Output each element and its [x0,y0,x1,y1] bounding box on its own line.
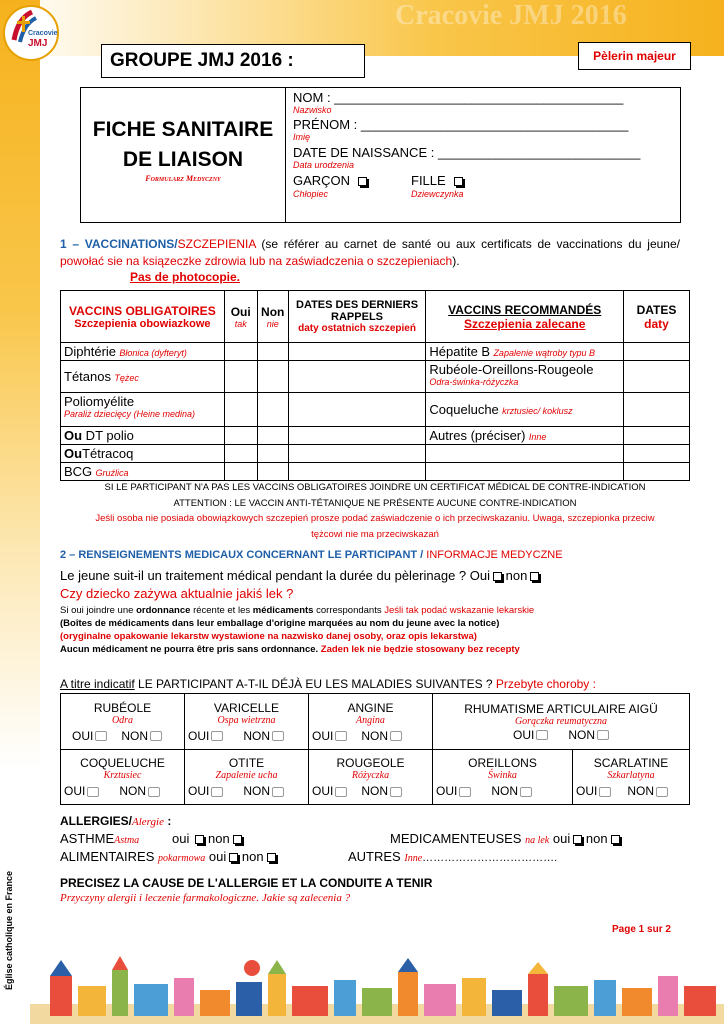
dates2-header-pl: daty [644,316,669,331]
fille-checkbox[interactable] [454,177,463,186]
non-checkbox[interactable] [272,787,284,797]
oui-cell[interactable] [224,343,257,361]
treatment-non-checkbox[interactable] [530,572,539,581]
rec-date-cell[interactable] [624,361,690,393]
treatment-question-pl: Czy dziecko zażywa aktualnie jakiś lek ? [60,586,294,601]
watermark: Cracovie JMJ 2016 [395,0,627,31]
garcon-pl: Chłopiec [293,189,329,199]
section1-title-pl: SZCZEPIENIA [177,237,256,251]
medic-non-checkbox[interactable] [611,835,620,844]
rec-date-cell[interactable] [624,393,690,427]
oui-cell[interactable] [224,427,257,445]
asthme-oui-checkbox[interactable] [195,835,204,844]
disease-name: COQUELUCHE [80,755,165,770]
maladies-row-1 [61,694,690,750]
obligatory-header: VACCINS OBLIGATOIRES [69,303,216,318]
non-checkbox[interactable] [597,730,609,740]
non-label: NON [361,783,389,798]
form-title-line1: FICHE SANITAIRE [92,118,274,141]
allergy-asthme: ASTHMEAstma [60,831,140,846]
oui-cell[interactable] [224,393,257,427]
vaccine-name-pl: Paraliż dziecięcy (Heine medina) [64,409,196,419]
oui-label: OUI [72,728,94,743]
non-cell[interactable] [257,445,288,463]
allergy-medic: MEDICAMENTEUSES na lek oui non [390,831,620,846]
vaccine-note-2: ATTENTION : LE VACCIN ANTI-TÉTANIQUE NE PRÉSENTE AUCUNE CONTRE-INDICATION [173,497,577,509]
city-skyline [30,956,724,1024]
table-row [61,445,690,463]
rec-empty-cell[interactable] [426,463,624,481]
garcon-label: GARÇON [293,173,351,188]
non-label: NON [361,728,389,743]
oui-header-pl: tak [234,318,247,329]
treatment-question [60,568,539,583]
oui-checkbox[interactable] [211,731,223,741]
dates-header: DATES DES DERNIERS RAPPELS [296,299,419,323]
vaccine-name: Tétanos [64,369,111,384]
oui-label: OUI [312,728,334,743]
section1-text: (se référer au carnet de santé ou aux certificats de vaccinations du jeune/ [261,237,680,251]
table-row [61,393,690,427]
form-title [81,118,285,183]
non-label: NON [627,783,655,798]
asthme-non-checkbox[interactable] [233,835,242,844]
recommended-header: VACCINS RECOMMANDÉS [448,302,602,317]
form-title-pl: Formularz Medyczny [145,174,221,183]
maladies-table-1 [60,693,690,750]
oui-label: OUI [576,783,598,798]
vaccine-name: Diphtérie [64,344,117,359]
vaccine-note-pl-1: Jeśli osoba nie posiada obowiązkowych szczepień prosze podać zaświadczenie o ich przeciwskazaniu. Uwaga, szczepionka przeciw [95,513,655,524]
section2-title-pl: INFORMACJE MEDYCZNE [426,549,563,561]
dates2-header: DATES [636,302,677,317]
fille-label: FILLE [411,173,446,188]
table-row [61,463,690,481]
vaccine-or: Ou [64,428,83,443]
rec-vaccine-name-pl: Odra-świnka-różyczka [429,377,519,387]
date-cell[interactable] [288,463,426,481]
garcon-checkbox[interactable] [358,177,367,186]
oui-checkbox[interactable] [599,787,611,797]
disease-name: RHUMATISME ARTICULAIRE AIGÜ [464,701,658,716]
prescription-line-2: (Boîtes de médicaments dans leur emballage d'origine marquées au nom du jeune avec la notice) [60,618,500,629]
prescription-info [60,604,680,656]
non-cell[interactable] [257,427,288,445]
oui-checkbox[interactable] [335,787,347,797]
disease-name: VARICELLE [213,700,280,715]
disease-name-pl: Zapalenie ucha [215,769,278,781]
side-text: Église catholique en France [4,870,14,990]
rec-date-cell[interactable] [624,463,690,481]
oui-checkbox[interactable] [335,731,347,741]
vaccines-header-row [61,291,690,343]
section2-title [60,549,563,561]
disease-name: OREILLONS [468,755,537,770]
fille-pl: Dziewczynka [411,189,464,199]
recommended-header-pl: Szczepienia zalecane [464,316,586,331]
oui-label: OUI [64,783,86,798]
table-row [61,427,690,445]
vaccine-or: Ou [64,446,83,461]
rec-vaccine-name: Coqueluche [429,402,499,417]
rec-vaccine-name-pl: Zapalenie wątroby typu B [493,348,595,358]
oui-cell[interactable] [224,445,257,463]
rec-empty-cell[interactable] [426,445,624,463]
disease-name: OTITE [228,755,265,770]
dates-header-pl: daty ostatnich szczepień [298,323,416,334]
rec-vaccine-name: Hépatite B [429,344,491,359]
non-header: Non [261,304,285,319]
disease-name-pl: Odra [111,714,134,726]
identity-divider [285,88,286,222]
table-row [61,343,690,361]
date-cell[interactable] [288,343,426,361]
allergy-cause-pl: Przyczyny alergii i leczenie farmakologiczne. Jakie są zalecenia ? [60,892,351,904]
obligatory-header-pl: Szczepienia obowiazkowe [74,317,211,330]
allergy-cause: PRECISEZ LA CAUSE DE L'ALLERGIE ET LA CONDUITE A TENIR [60,876,433,890]
oui-checkbox[interactable] [87,787,99,797]
oui-label: OUI [188,728,210,743]
rec-date-cell[interactable] [624,427,690,445]
non-checkbox[interactable] [390,731,402,741]
oui-header: Oui [230,304,251,319]
date-cell[interactable] [288,427,426,445]
non-label: NON [491,783,519,798]
maladies-intro-pl: Przebyte choroby : [492,677,596,691]
vaccine-name-pl: Gruźlica [95,468,129,478]
disease-name-pl: Szkarlatyna [607,769,655,781]
disease-name: RUBÉOLE [93,700,152,715]
maladies-intro-indicatif: A titre indicatif [60,677,135,691]
vaccine-note-pl-2: tężcowi nie ma przeciwskazań [311,528,439,540]
prescription-line-4: Aucun médicament ne pourra être pris sans ordonnance. Zaden lek nie będzie stosowany bez recepty [60,644,520,655]
maladies-row-2 [61,750,690,804]
disease-name-pl: Różyczka [351,769,390,781]
non-label: NON [119,783,147,798]
non-header-pl: nie [266,318,279,329]
oui-label: OUI [436,783,458,798]
vaccine-name-pl: Błonica (dyfteryt) [119,348,187,358]
dob-pl: Data urodzenia [293,160,355,170]
treatment-oui-checkbox[interactable] [493,572,502,581]
nom-pl: Nazwisko [293,105,332,115]
vaccines-table-wrap [60,290,690,481]
non-label: NON [243,783,271,798]
disease-name-pl: Świnka [488,769,517,781]
treatment-non-label: non [505,568,528,583]
section1-title: 1 – VACCINATIONS/ [60,237,178,251]
form-title-line2: DE LIAISON [122,148,244,171]
non-cell[interactable] [257,463,288,481]
maladies-intro-fr: LE PARTICIPANT A-T-IL DÉJÀ EU LES MALADIES SUIVANTES ? [134,677,493,691]
oui-checkbox[interactable] [211,787,223,797]
section1-text-pl: powołać sie na ksiązeczke zdrowia lub na zaświadczenia o szczepieniach [60,254,453,268]
rec-vaccine-name: Autres (préciser) [429,428,526,443]
allergies-title: ALLERGIES/Alergie : [60,814,172,828]
section2-title-fr: 2 – RENSEIGNEMENTS MEDICAUX CONCERNANT LE PARTICIPANT / [60,549,427,561]
oui-label: OUI [312,783,334,798]
date-cell[interactable] [288,445,426,463]
oui-cell[interactable] [224,361,257,393]
date-cell[interactable] [288,361,426,393]
treatment-oui-label: Oui [469,568,491,583]
date-cell[interactable] [288,393,426,427]
logo-city: Cracovie [28,30,58,37]
vaccine-notes [60,480,690,542]
pilgrim-badge-text: Pèlerin majeur [593,49,676,63]
vaccine-name: Tétracoq [82,446,134,461]
oui-label: OUI [188,783,210,798]
vaccine-note-1: SI LE PARTICIPANT N'A PAS LES VACCINS OBLIGATOIRES JOINDRE UN CERTIFICAT MÉDICAL DE CONTRE-INDICATION [104,482,646,493]
rec-vaccine-name-pl: krztusiec/ koklusz [502,406,573,416]
prescription-line-1: Si oui joindre une ordonnance récente et les médicaments correspondants Jeśli tak podać wskazanie lekarskie [60,605,535,616]
identity-fields [293,90,678,201]
pilgrim-badge [578,42,691,70]
disease-name-pl: Angina [356,714,385,726]
treatment-question-fr: Le jeune suit-il un traitement médical pendant la durée du pèlerinage ? [60,568,467,583]
non-cell[interactable] [257,361,288,393]
non-label: NON [121,728,149,743]
medic-oui-checkbox[interactable] [573,835,582,844]
oui-cell[interactable] [224,463,257,481]
disease-name-pl: Ospa wietrzna [217,714,276,726]
vaccine-name: DT polio [82,428,134,443]
non-checkbox[interactable] [656,787,668,797]
dob-field[interactable]: DATE DE NAISSANCE : ____________________________ [293,145,641,160]
oui-checkbox[interactable] [536,730,548,740]
disease-name: ANGINE [347,700,394,715]
non-cell[interactable] [257,343,288,361]
identity-box [80,87,681,223]
prescription-line-3: (oryginalne opakowanie lekarstw wystawione na nazwisko danej osoby, oraz opis lekarstwa) [60,631,477,642]
maladies-intro [60,677,596,691]
allergy-alim: ALIMENTAIRES pokarmowa oui non [60,849,276,864]
rec-vaccine-name: Rubéole-Oreillons-Rougeole [429,362,594,377]
vaccine-name-pl: Tężec [114,373,139,383]
non-checkbox[interactable] [150,731,162,741]
non-cell[interactable] [257,393,288,427]
disease-name: SCARLATINE [593,755,669,770]
oui-label: OUI [512,727,535,742]
vaccine-name: Poliomyélite [64,394,135,409]
group-title: GROUPE JMJ 2016 : [110,50,294,71]
non-checkbox[interactable] [520,787,532,797]
alim-non-checkbox[interactable] [267,853,276,862]
non-checkbox[interactable] [148,787,160,797]
oui-checkbox[interactable] [459,787,471,797]
allergy-asthme-options: oui non [172,831,242,846]
maladies-table-wrap [60,693,690,805]
vaccines-table [60,290,690,481]
oui-checkbox[interactable] [95,731,107,741]
disease-name: ROUGEOLE [336,755,405,770]
prenom-field[interactable]: PRÉNOM : _____________________________________ [293,117,629,132]
autres-field[interactable]: ………………………………. [422,852,558,864]
rec-date-cell[interactable] [624,343,690,361]
logo-text: JMJ [28,38,48,49]
disease-name-pl: Gorączka reumatyczna [514,715,608,727]
non-checkbox[interactable] [390,787,402,797]
disease-name-pl: Krztusiec [103,769,142,781]
page-number: Page 1 sur 2 [612,924,671,935]
section1-text-end: ). [452,254,460,268]
prenom-pl: Imię [293,132,311,142]
group-title-box [101,44,365,78]
vaccine-name: BCG [64,464,93,479]
rec-date-cell[interactable] [624,445,690,463]
alim-oui-checkbox[interactable] [229,853,238,862]
rec-vaccine-name-pl: Inne [528,432,547,442]
non-checkbox[interactable] [272,731,284,741]
non-label: NON [243,728,271,743]
allergy-autres: AUTRES Inne………………………………. [348,849,558,864]
no-photocopy: Pas de photocopie. [130,270,241,284]
non-label: NON [568,727,595,742]
table-row [61,361,690,393]
section1-intro [60,236,680,270]
maladies-table-2 [60,750,690,805]
nom-field[interactable]: NOM : ________________________________________ [293,90,624,105]
